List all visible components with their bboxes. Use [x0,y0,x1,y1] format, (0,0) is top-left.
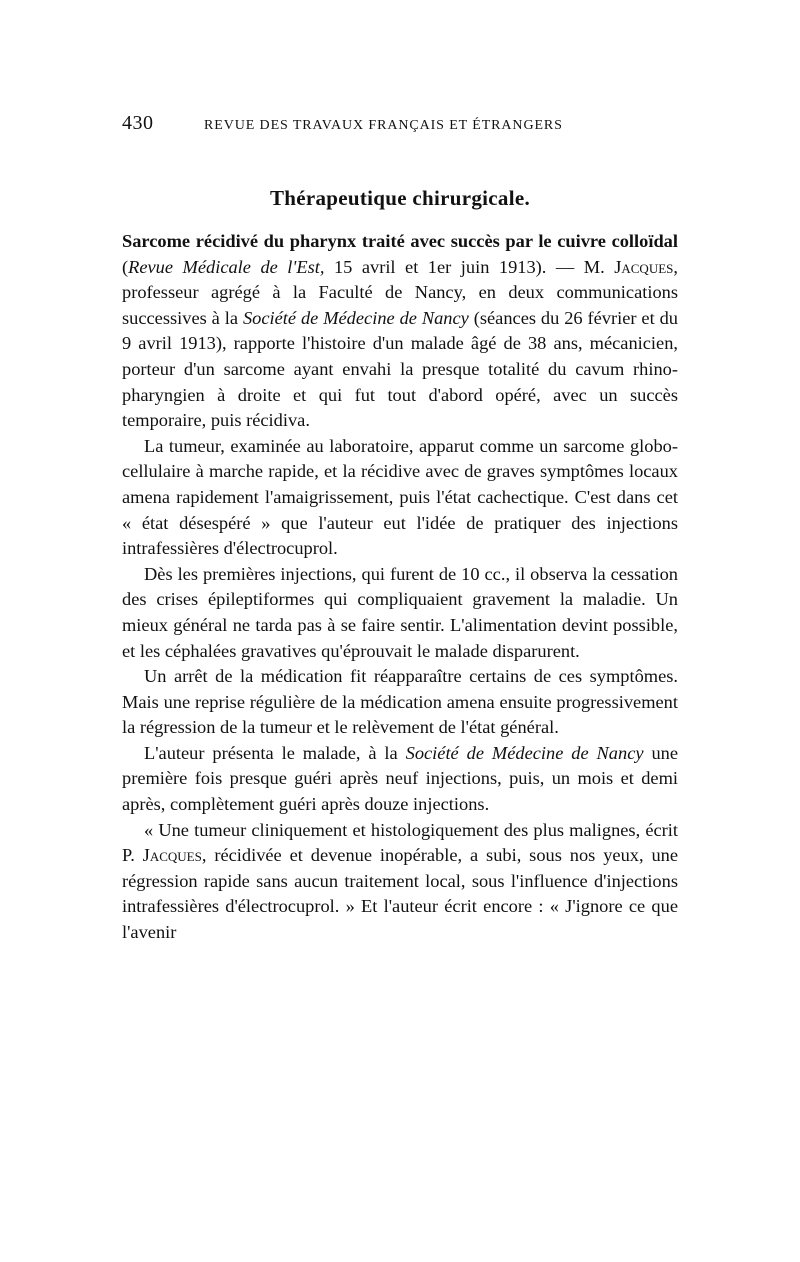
source-date: 15 avril et 1er juin 1913). — M. [324,256,615,277]
running-head [122,112,678,146]
society-name: Société de Médecine de Nancy [405,742,644,763]
paragraph-5-text-b: une première fois presque guéri après neuf injections, puis, un mois et demi après, complètement guéri après douze injections. [122,742,678,815]
author-name: Jacques [614,256,674,277]
paragraph-1-text-a: , professeur agrégé à la Faculté de Nancy, en deux communications successives à la [122,256,678,328]
page [122,112,678,946]
paragraph-6-text-b: , récidivée et devenue inopérable, a subi, sous nos yeux, une régression rapide sans aucun traitement local, sous l'influence d'injections intrafessières d'électrocuprol. » Et l'auteur écrit encore : « J'ignore ce que l'avenir [122,845,678,943]
paragraph-2: La tumeur, examinée au laboratoire, apparut comme un sarcome globo-cellulaire à marche rapide, et la récidive avec de graves symptômes locaux amena rapidement l'amaigrissement, puis l'état cachectique. C'est dans cet « état désespéré » que l'auteur eut l'idée de pratiquer des injections intrafessières d'électrocuprol. [122,435,678,559]
author-name: Jacques [142,845,202,866]
society-name: Société de Médecine de Nancy [242,307,469,328]
article-body [122,229,678,946]
paragraph-4: Un arrêt de la médication fit réapparaître certains de ces symptômes. Mais une reprise régulière de la médication amena ensuite progressivement la régression de la tumeur et le relèvement de l'état général. [122,666,678,738]
paragraph-1-text-b: (séances du 26 février et du 9 avril 1913), rapporte l'histoire d'un malade âgé de 38 ans, mécanicien, porteur d'un sarcome ayant envahi la presque totalité du cavum rhino-pharyngien à droite et qui fut tout d'abord opéré, avec un succès temporaire, puis récidiva. [122,307,678,431]
source-open: ( [122,256,129,277]
paragraph-6 [122,818,678,946]
paragraph-6-text-a: « Une tumeur cliniquement et histologiquement des plus malignes, écrit P. [122,819,678,866]
paragraph-5-text-a: L'auteur présenta le malade, à la [144,742,406,763]
journal-title: REVUE DES TRAVAUX FRANÇAIS ET ÉTRANGERS [204,118,563,133]
section-title: Thérapeutique chirurgicale. [269,186,531,210]
paragraph-5 [122,741,678,818]
article-title: Sarcome récidivé du pharynx traité avec succès par le cuivre colloïdal [122,231,678,251]
paragraph-3: Dès les premières injections, qui furent de 10 cc., il observa la cessation des crises épileptiformes qui compliquaient gravement la maladie. Un mieux général ne tarda pas à se faire sentir. L'alimentation devint possible, et les céphalées gravatives qu'éprouvait le malade disparurent. [122,563,678,661]
page-number: 430 [122,112,154,134]
source-journal: Revue Médicale de l'Est, [128,256,325,277]
paragraph-1 [122,229,678,434]
